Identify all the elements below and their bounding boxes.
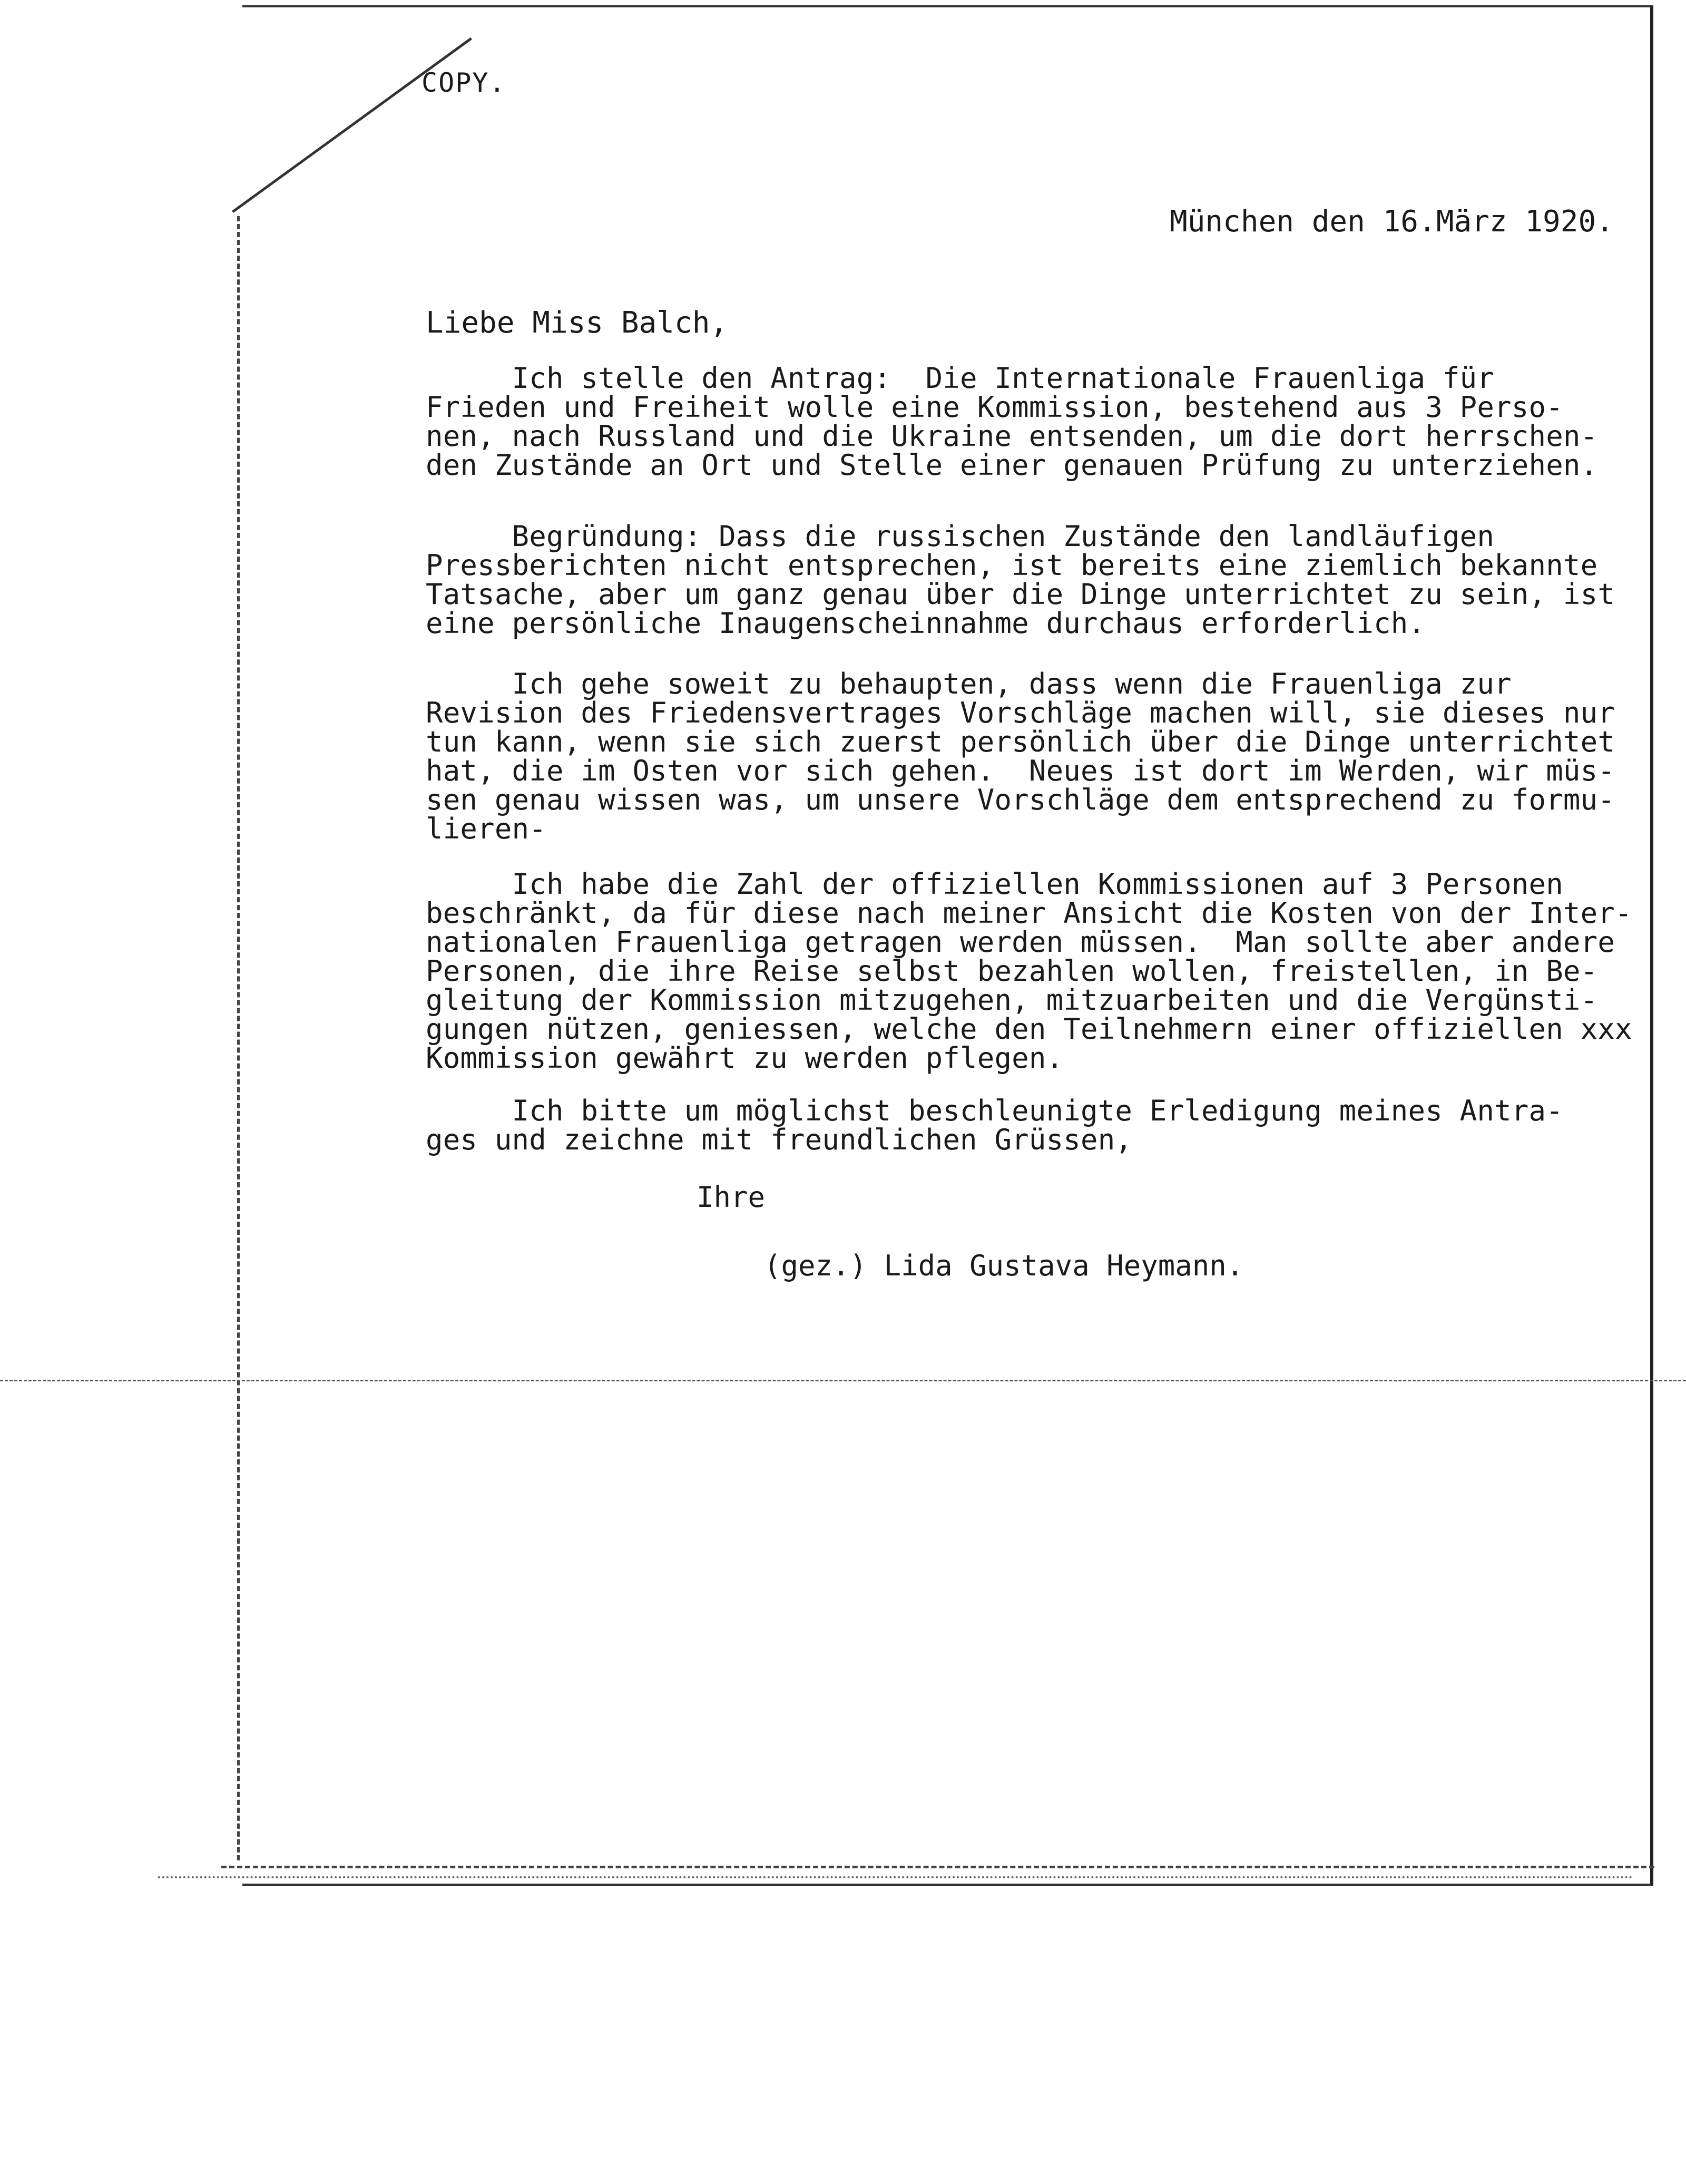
paragraph-motion: Ich stelle den Antrag: Die Internationale Frauenliga für Frieden und Freiheit wolle eine Kommission, bestehend aus 3 Perso- nen, nach Russland und die Ukraine entsenden, um die dort herrschen- den Zustände an Ort und Stelle einer genauen Prüfung zu unterziehen. (426, 362, 1598, 482)
paragraph-peace-treaty: Ich gehe soweit zu behaupten, dass wenn die Frauenliga zur Revision des Friedensvertrages Vorschläge machen will, sie dieses nur tun kann, wenn sie sich zuerst persönlich über die Dinge unterrichtet hat, die im Osten vor sich gehen. Neues ist dort im Werden, wir müs- sen genau wissen was, um unsere Vorschläge dem entsprechend zu formu- lieren- (426, 667, 1615, 845)
paper-bottom-edge (221, 1866, 1654, 1868)
copy-stamp: COPY. (422, 67, 506, 98)
signature: (gez.) Lida Gustava Heymann. (764, 1249, 1244, 1282)
closing: Ihre (697, 1181, 766, 1214)
paragraph-request: Ich bitte um möglichst beschleunigte Erledigung meines Antra- ges und zeichne mit freundlichen Grüssen, (426, 1094, 1563, 1156)
paragraph-justification: Begründung: Dass die russischen Zustände den landläufigen Pressberichten nicht entsprechen, ist bereits eine ziemlich bekannte Tatsache, aber um ganz genau über die Dinge unterrichtet zu sein, ist eine persönliche Inaugenscheinnahme durchaus erforderlich. (426, 520, 1615, 640)
paragraph-commission-size: Ich habe die Zahl der offiziellen Kommissionen auf 3 Personen beschränkt, da für diese nach meiner Ansicht die Kosten von der Inter- nationalen Frauenliga getragen werden müssen. Man sollte aber andere Personen, die ihre Reise selbst bezahlen wollen, freistellen, in Be- gleitung der Kommission mitzugehen, mitzuarbeiten und die Vergünsti- gungen nützen, geniessen, welche den Teilnehmern einer offiziellen xxx Kommission gewährt zu werden pflegen. (426, 867, 1632, 1075)
dateline: München den 16.März 1920. (1170, 204, 1614, 239)
fold-line (0, 1380, 1686, 1381)
paper-left-edge (237, 216, 240, 1860)
scan-artifact (158, 1876, 1633, 1910)
salutation: Liebe Miss Balch, (426, 306, 728, 340)
